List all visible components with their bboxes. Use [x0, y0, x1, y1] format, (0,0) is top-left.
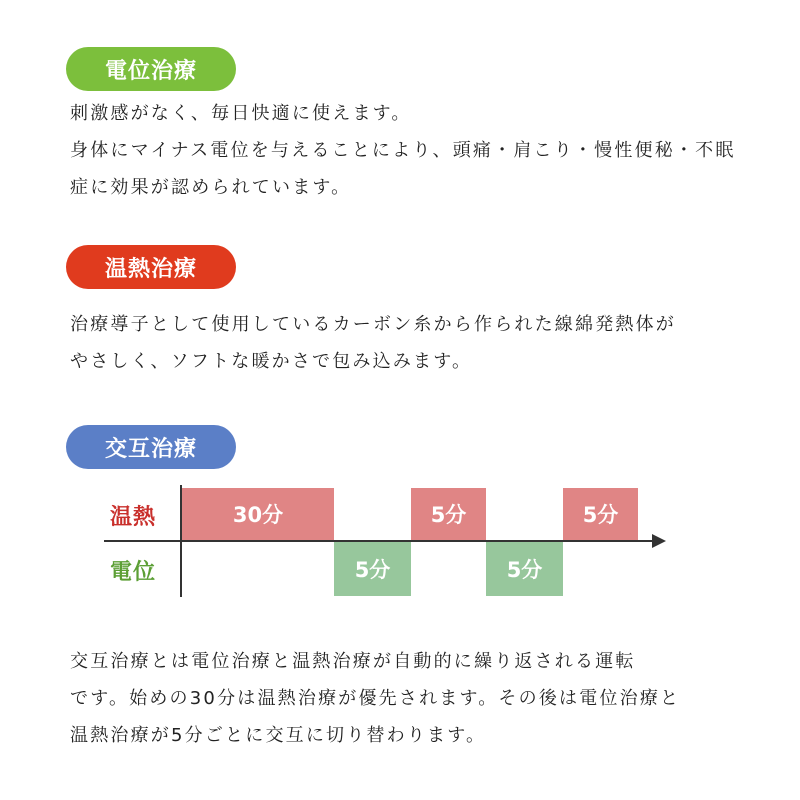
section-title-heat: 温熱治療 [66, 245, 236, 289]
electric-block-5min-2: 5分 [486, 542, 563, 596]
alternate-line-3: 温熱治療が5分ごとに交互に切り替わります。 [70, 725, 487, 746]
heat-line-2: やさしく、ソフトな暖かさで包み込みます。 [70, 351, 473, 372]
arrow-right-icon [652, 534, 666, 548]
diagram-row-label-electric: 電位 [110, 560, 157, 585]
heat-block-5min-1: 5分 [411, 488, 486, 540]
heat-block-5min-2: 5分 [563, 488, 638, 540]
heat-block-30min: 30分 [182, 488, 334, 540]
diagram-time-axis [104, 540, 654, 542]
electric-description [70, 95, 736, 206]
diagram-row-label-heat: 温熱 [110, 505, 157, 530]
heat-description [70, 306, 676, 380]
alternate-description [70, 643, 680, 754]
electric-line-1: 刺激感がなく、毎日快適に使えます。 [70, 103, 412, 124]
section-title-electric: 電位治療 [66, 47, 236, 91]
heat-line-1: 治療導子として使用しているカーボン糸から作られた線綿発熱体が [70, 314, 676, 335]
electric-line-3: 症に効果が認められています。 [70, 177, 352, 198]
electric-line-2: 身体にマイナス電位を与えることにより、頭痛・肩こり・慢性便秘・不眠 [70, 140, 736, 161]
alternate-line-2: です。始めの30分は温熱治療が優先されます。その後は電位治療と [70, 688, 681, 709]
section-title-alternate: 交互治療 [66, 425, 236, 469]
alternate-line-1: 交互治療とは電位治療と温熱治療が自動的に繰り返される運転 [70, 651, 636, 672]
electric-block-5min-1: 5分 [334, 542, 411, 596]
